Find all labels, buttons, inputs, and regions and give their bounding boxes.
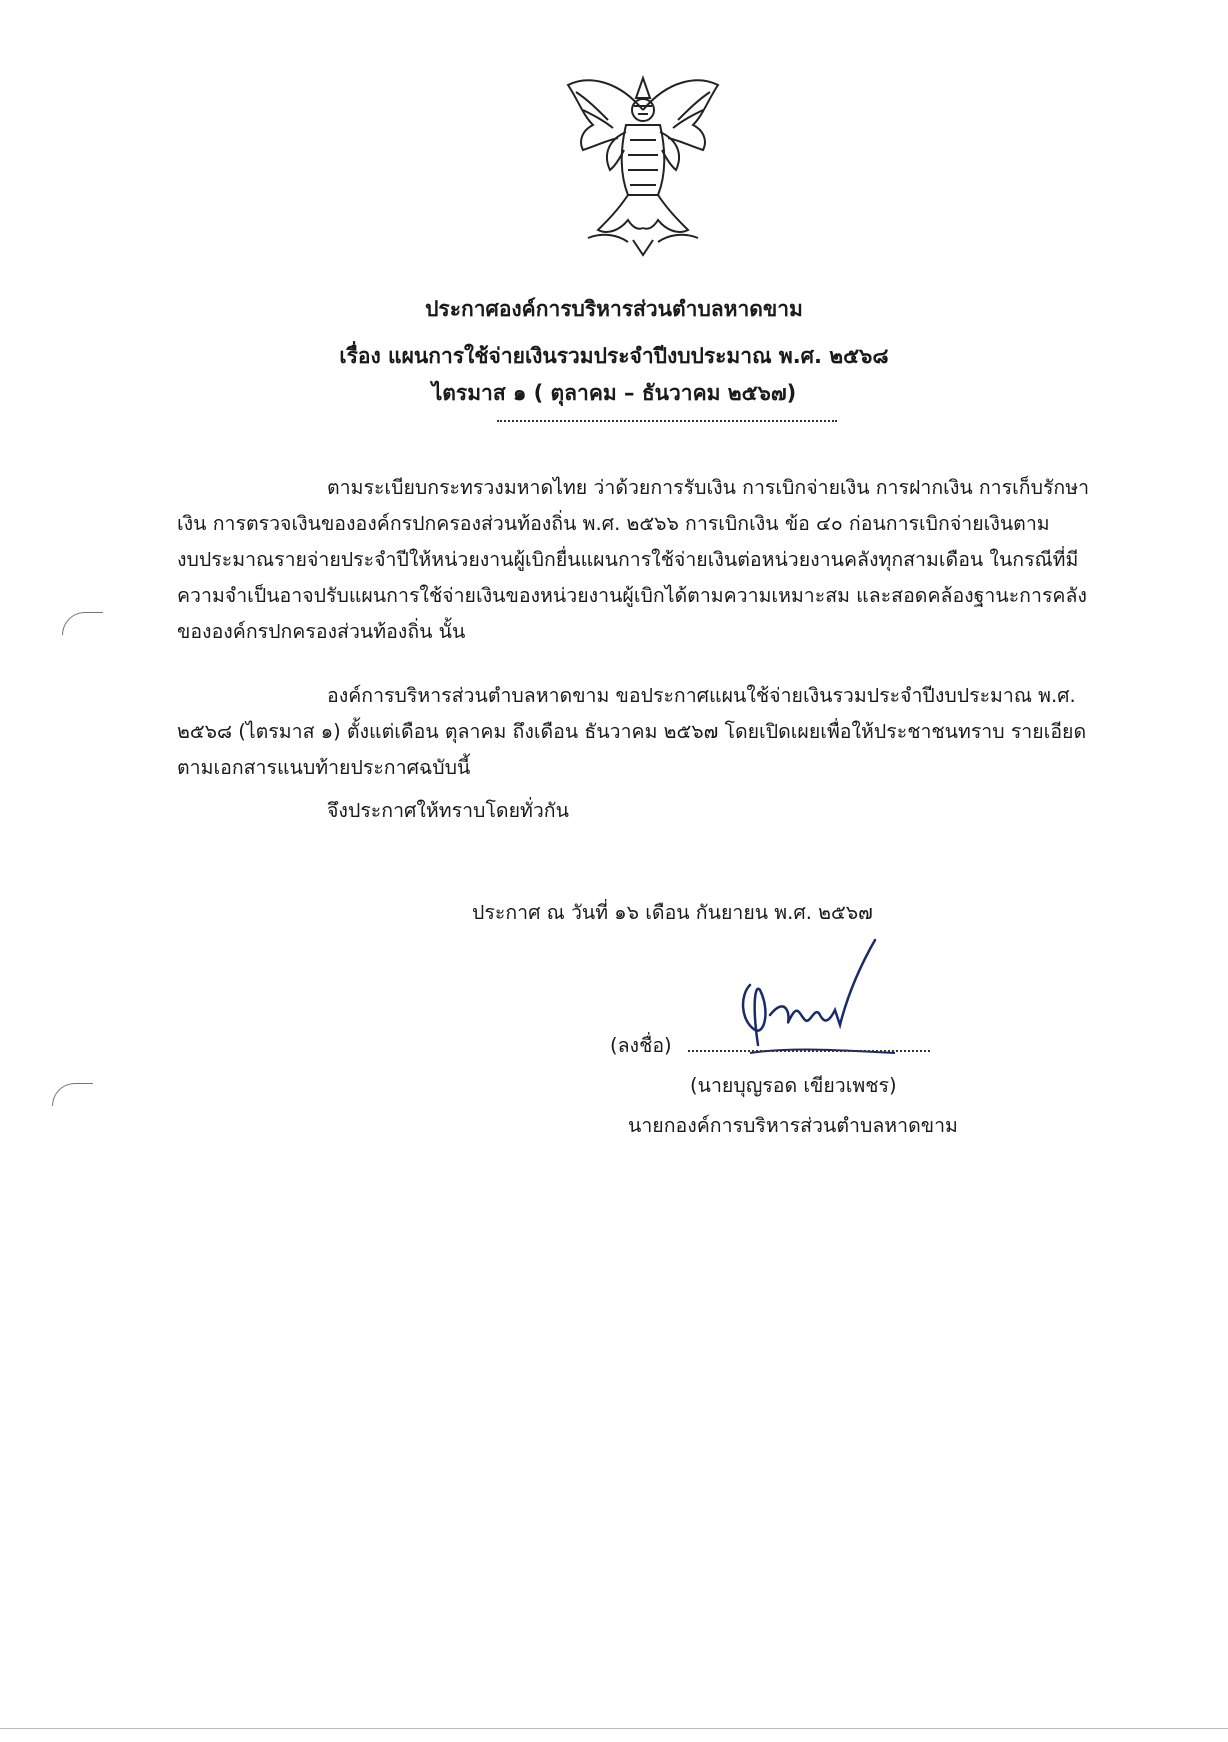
paragraph-1-line: ความจำเป็นอาจปรับแผนการใช้จ่ายเงินของหน่วยงานผู้เบิกได้ตามความเหมาะสม และสอดคล้องฐานะการคลัง (177, 584, 1087, 607)
signer-name: (นายบุญรอด เขียวเพชร) (690, 1074, 897, 1097)
paragraph-2-line: ๒๕๖๘ (ไตรมาส ๑) ตั้งแต่เดือน ตุลาคม ถึงเดือน ธันวาคม ๒๕๖๗ โดยเปิดเผยเพื่อให้ประชาชนทราบ รายเอียด (177, 720, 1087, 743)
announcement-subject: เรื่อง แผนการใช้จ่ายเงินรวมประจำปีงบประมาณ พ.ศ. ๒๕๖๘ (339, 344, 889, 368)
paragraph-3: จึงประกาศให้ทราบโดยทั่วกัน (327, 799, 569, 822)
paragraph-2-line: ตามเอกสารแนบท้ายประกาศฉบับนี้ (177, 756, 471, 779)
garuda-emblem-icon (548, 70, 738, 260)
signature-line (688, 1050, 930, 1052)
punch-hole-mark (52, 1083, 93, 1106)
announcement-quarter: ไตรมาส ๑ ( ตุลาคม – ธันวาคม ๒๕๖๗) (431, 381, 797, 405)
paragraph-1-line: งบประมาณรายจ่ายประจำปีให้หน่วยงานผู้เบิกยื่นแผนการใช้จ่ายเงินต่อหน่วยงานคลังทุกสามเดือน ในกรณีที่มี (177, 548, 1079, 571)
signature-label: (ลงชื่อ) (610, 1034, 672, 1057)
signer-title: นายกองค์การบริหารส่วนตำบลหาดขาม (628, 1114, 958, 1137)
announcement-date: ประกาศ ณ วันที่ ๑๖ เดือน กันยายน พ.ศ. ๒๕๖๗ (472, 901, 873, 924)
punch-hole-mark (62, 612, 103, 635)
title-divider (497, 420, 837, 422)
handwritten-signature (730, 935, 900, 1065)
paragraph-2-line: องค์การบริหารส่วนตำบลหาดขาม ขอประกาศแผนใช้จ่ายเงินรวมประจำปีงบประมาณ พ.ศ. (327, 684, 1076, 707)
paragraph-1-line: ขององค์กรปกครองส่วนท้องถิ่น นั้น (177, 620, 466, 643)
paragraph-2 (177, 678, 1147, 786)
scan-edge-line (0, 1728, 1228, 1729)
announcement-title: ประกาศองค์การบริหารส่วนตำบลหาดขาม (425, 297, 803, 321)
paragraph-1-line: เงิน การตรวจเงินขององค์กรปกครองส่วนท้องถิ่น พ.ศ. ๒๕๖๖ การเบิกเงิน ข้อ ๔๐ ก่อนการเบิกจ่ายเงินตาม (177, 512, 1050, 535)
paragraph-1-line: ตามระเบียบกระทรวงมหาดไทย ว่าด้วยการรับเงิน การเบิกจ่ายเงิน การฝากเงิน การเก็บรักษา (327, 476, 1090, 499)
paragraph-1 (177, 470, 1147, 650)
